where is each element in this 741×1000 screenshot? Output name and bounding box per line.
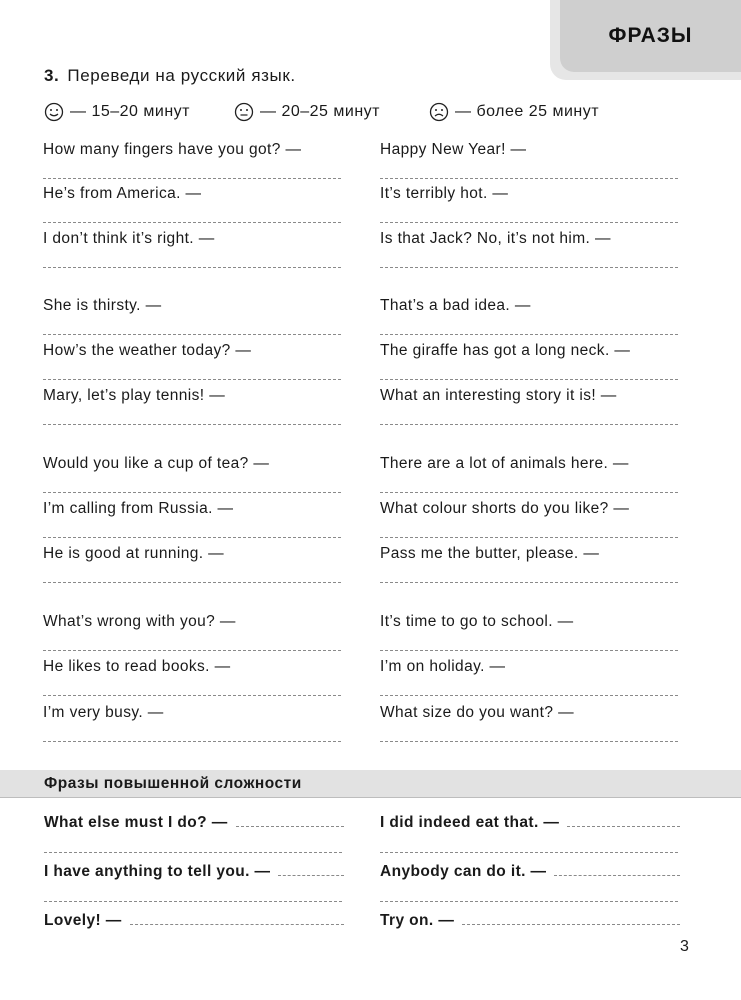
legend-text-medium: — 20–25 минут	[260, 103, 380, 120]
phrase-text: What an interesting story it is! —	[380, 387, 617, 404]
answer-line[interactable]	[43, 650, 341, 651]
phrase-text: What colour shorts do you like? —	[380, 500, 630, 517]
phrase-item	[43, 610, 343, 634]
advanced-section-title: Фразы повышенной сложности	[44, 775, 302, 792]
phrase-text: Is that Jack? No, it’s not him. —	[380, 230, 611, 247]
answer-line[interactable]	[380, 492, 678, 493]
legend-item-slow	[429, 102, 599, 122]
advanced-phrase-text: What else must I do? —	[44, 814, 228, 831]
advanced-phrase-item	[380, 857, 680, 881]
advanced-phrase-item	[380, 906, 680, 930]
answer-line[interactable]	[43, 267, 341, 268]
task-number: 3.	[44, 66, 60, 85]
phrase-item	[380, 655, 680, 679]
phrase-item	[43, 701, 343, 725]
phrase-text: It’s time to go to school. —	[380, 613, 574, 630]
answer-line[interactable]	[462, 924, 680, 925]
answer-line[interactable]	[43, 379, 341, 380]
answer-line[interactable]	[380, 424, 678, 425]
phrase-item	[380, 542, 680, 566]
smile-icon	[44, 102, 64, 122]
answer-line[interactable]	[380, 537, 678, 538]
phrase-text: He likes to read books. —	[43, 658, 231, 675]
phrase-item	[43, 655, 343, 679]
advanced-phrase-item	[44, 808, 344, 832]
answer-line[interactable]	[236, 826, 344, 827]
phrase-item	[380, 182, 680, 206]
phrase-text: How’s the weather today? —	[43, 342, 252, 359]
answer-line[interactable]	[43, 537, 341, 538]
legend-item-fast	[44, 102, 190, 122]
phrase-text: What size do you want? —	[380, 704, 574, 721]
phrase-item	[43, 452, 343, 476]
answer-line[interactable]	[554, 875, 680, 876]
page-number: 3	[680, 938, 689, 955]
advanced-phrase-item	[380, 808, 680, 832]
phrase-item	[43, 138, 343, 162]
phrase-item	[43, 339, 343, 363]
neutral-face-icon	[234, 102, 254, 122]
answer-line[interactable]	[380, 650, 678, 651]
answer-line[interactable]	[43, 582, 341, 583]
phrase-item	[380, 610, 680, 634]
phrase-text: I don’t think it’s right. —	[43, 230, 215, 247]
section-title: ФРАЗЫ	[608, 24, 693, 47]
phrase-item	[380, 701, 680, 725]
answer-line[interactable]	[380, 741, 678, 742]
phrase-item	[380, 497, 680, 521]
phrase-item	[380, 138, 680, 162]
phrase-text: Happy New Year! —	[380, 141, 527, 158]
legend-text-fast: — 15–20 минут	[70, 103, 190, 120]
phrase-text: What’s wrong with you? —	[43, 613, 236, 630]
sad-face-icon	[429, 102, 449, 122]
phrase-text: Pass me the butter, please. —	[380, 545, 600, 562]
phrase-item	[43, 542, 343, 566]
answer-line[interactable]	[567, 826, 680, 827]
phrase-text: He is good at running. —	[43, 545, 225, 562]
legend-text-slow: — более 25 минут	[455, 103, 600, 120]
phrase-text: That’s a bad idea. —	[380, 297, 531, 314]
phrase-text: I’m very busy. —	[43, 704, 164, 721]
phrase-text: I’m calling from Russia. —	[43, 500, 234, 517]
phrase-item	[380, 339, 680, 363]
answer-line[interactable]	[44, 901, 342, 902]
advanced-phrase-text: Try on. —	[380, 912, 455, 929]
answer-line[interactable]	[130, 924, 344, 925]
phrase-item	[380, 227, 680, 251]
answer-line[interactable]	[43, 334, 341, 335]
phrase-text: The giraffe has got a long neck. —	[380, 342, 631, 359]
answer-line[interactable]	[380, 178, 678, 179]
answer-line[interactable]	[43, 222, 341, 223]
phrase-text: It’s terribly hot. —	[380, 185, 509, 202]
phrase-text: How many fingers have you got? —	[43, 141, 302, 158]
phrase-text: Mary, let’s play tennis! —	[43, 387, 226, 404]
answer-line[interactable]	[380, 267, 678, 268]
advanced-phrase-text: I have anything to tell you. —	[44, 863, 271, 880]
answer-line[interactable]	[380, 695, 678, 696]
advanced-phrase-text: Lovely! —	[44, 912, 122, 929]
phrase-text: He’s from America. —	[43, 185, 202, 202]
answer-line[interactable]	[380, 582, 678, 583]
phrase-text: I’m on holiday. —	[380, 658, 506, 675]
legend-item-medium	[234, 102, 380, 122]
answer-line[interactable]	[380, 379, 678, 380]
answer-line[interactable]	[380, 852, 678, 853]
task-heading	[44, 66, 296, 86]
phrase-item	[380, 452, 680, 476]
answer-line[interactable]	[380, 222, 678, 223]
phrase-item	[380, 384, 680, 408]
answer-line[interactable]	[43, 695, 341, 696]
phrase-item	[43, 227, 343, 251]
phrase-item	[43, 384, 343, 408]
advanced-phrase-item	[44, 906, 344, 930]
phrase-text: She is thirsty. —	[43, 297, 162, 314]
answer-line[interactable]	[43, 492, 341, 493]
answer-line[interactable]	[44, 852, 342, 853]
answer-line[interactable]	[278, 875, 344, 876]
phrase-text: Would you like a cup of tea? —	[43, 455, 270, 472]
advanced-phrase-item	[44, 857, 344, 881]
answer-line[interactable]	[380, 901, 678, 902]
phrase-item	[43, 497, 343, 521]
time-legend	[44, 102, 704, 126]
advanced-phrase-text: Anybody can do it. —	[380, 863, 547, 880]
task-instruction: Переведи на русский язык.	[67, 66, 296, 85]
phrase-item	[380, 294, 680, 318]
advanced-phrase-text: I did indeed eat that. —	[380, 814, 560, 831]
answer-line[interactable]	[380, 334, 678, 335]
phrase-text: There are a lot of animals here. —	[380, 455, 629, 472]
phrase-item	[43, 182, 343, 206]
answer-line[interactable]	[43, 424, 341, 425]
phrase-item	[43, 294, 343, 318]
answer-line[interactable]	[43, 741, 341, 742]
answer-line[interactable]	[43, 178, 341, 179]
